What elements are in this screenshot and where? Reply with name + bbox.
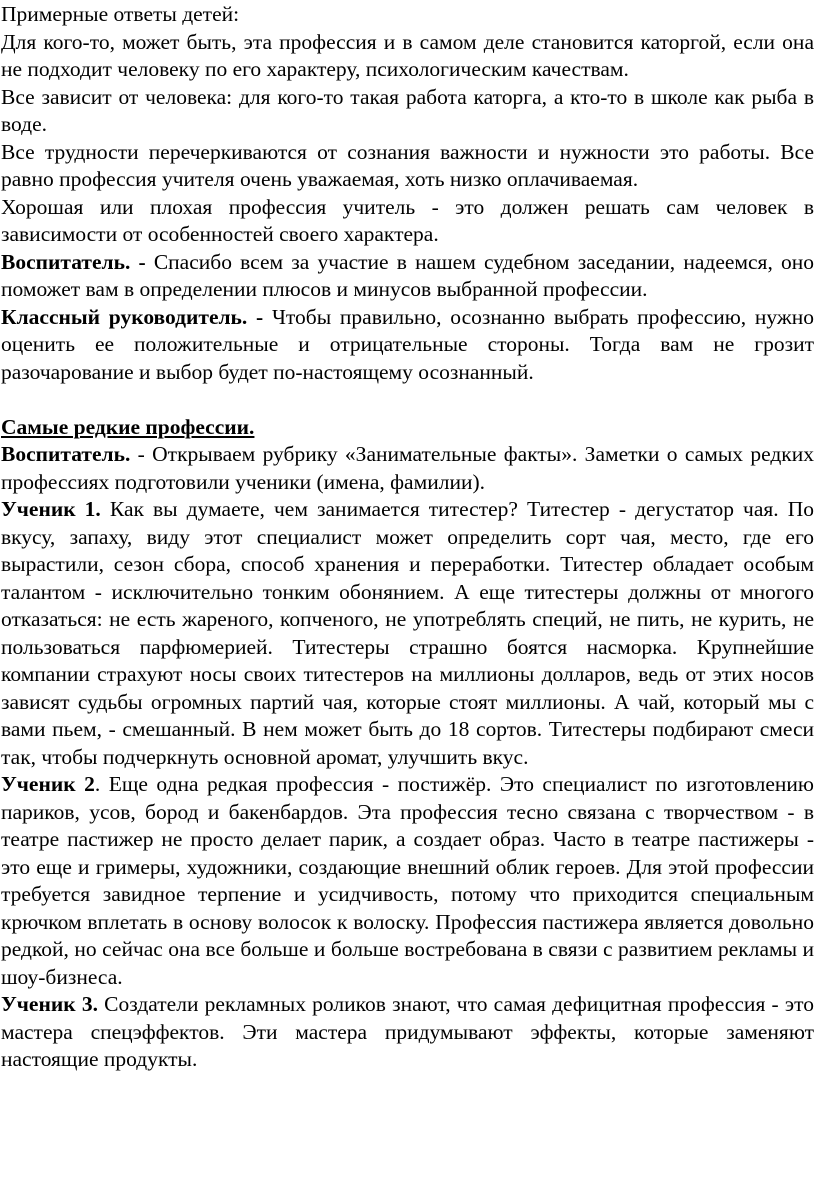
speaker-student-2: Ученик 2 [1,772,95,796]
child-answer-3: Все трудности перечеркиваются от сознания важности и нужности это работы. Все равно профессия учителя очень уважаемая, хоть низко оплачиваемая. [1,139,814,191]
educator-closing-text: Спасибо всем за участие в нашем судебном заседании, надеемся, оно поможет вам в определении плюсов и минусов выбранной профессии. [1,249,814,301]
class-teacher-paragraph [1,304,814,387]
educator-closing-paragraph [1,249,814,304]
blank-line [1,386,814,414]
speaker-class-teacher: Классный руководитель. - [1,304,264,329]
student-3-text: Создатели рекламных роликов знают, что самая дефицитная профессия - это мастера спецэффектов. Эти мастера придумывают эффекты, которые заменяют настоящие продукты. [1,992,814,1071]
student-1-text: Как вы думаете, чем занимается титестер? Титестер - дегустатор чая. По вкусу, запаху, виду этот специалист может определить сорт чая, место, где его вырастили, сезон сбора, способ хранения и переработки. Титестер обладает особым талантом - исключительно тонким обонянием. А еще титестеры должны от многого отказаться: не есть жареного, копченого, не употреблять специй, не пить, не курить, не пользоваться парфюмерией. Титестеры страшно боятся насморка. Крупнейшие компании страхуют носы своих титестеров на миллионы долларов, ведь от этих носов зависят судьбы огромных партий чая, которые стоят миллионы. А чай, который мы с вами пьем, - смешанный. В нем может быть до 18 сортов. Титестеры подбирают смеси так, чтобы подчеркнуть основной аромат, улучшить вкус. [1,497,814,769]
student-1-paragraph [1,496,814,771]
child-answer-2: Все зависит от человека: для кого-то такая работа каторга, а кто-то в школе как рыба в воде. [1,84,814,136]
speaker-educator-2: Воспитатель. [1,442,131,466]
student-2-paragraph [1,771,814,991]
educator-rubric-text: - Открываем рубрику «Занимательные факты». Заметки о самых редких профессиях подготовили ученики (имена, фамилии). [1,442,814,494]
student-2-text: . Еще одна редкая профессия - постижёр. Это специалист по изготовлению париков, усов, бород и бакенбардов. Эта профессия тесно связана с творчеством - в театре пастижер не просто делает парик, а создает образ. Часто в театре пастижеры - это еще и гримеры, художники, создающие внешний облик героев. Для этой профессии требуется завидное терпение и усидчивость, потому что приходится специальным крючком вплетать в основу волосок к волоску. Профессия пастижера является довольно редкой, но сейчас она все больше и больше востребована в связи с развитием рекламы и шоу-бизнеса. [1,772,814,989]
speaker-educator: Воспитатель. - [1,249,146,274]
child-answer-4: Хорошая или плохая профессия учитель - это должен решать сам человек в зависимости от особенностей своего характера. [1,194,814,246]
child-answer-1: Для кого-то, может быть, эта профессия и в самом деле становится каторгой, если она не подходит человеку по его характеру, психологическим качествам. [1,29,814,81]
student-3-paragraph [1,991,814,1074]
speaker-student-3: Ученик 3. [1,992,98,1016]
educator-rubric-paragraph [1,441,814,496]
class-teacher-text: Чтобы правильно, осознанно выбрать профессию, нужно оценить ее положительные и отрицательные стороны. Тогда вам не грозит разочарование и выбор будет по-настоящему осознанный. [1,304,814,384]
speaker-student-1: Ученик 1. [1,497,101,521]
section-heading: Самые редкие профессии. [1,414,255,439]
intro-line: Примерные ответы детей: [1,2,240,26]
